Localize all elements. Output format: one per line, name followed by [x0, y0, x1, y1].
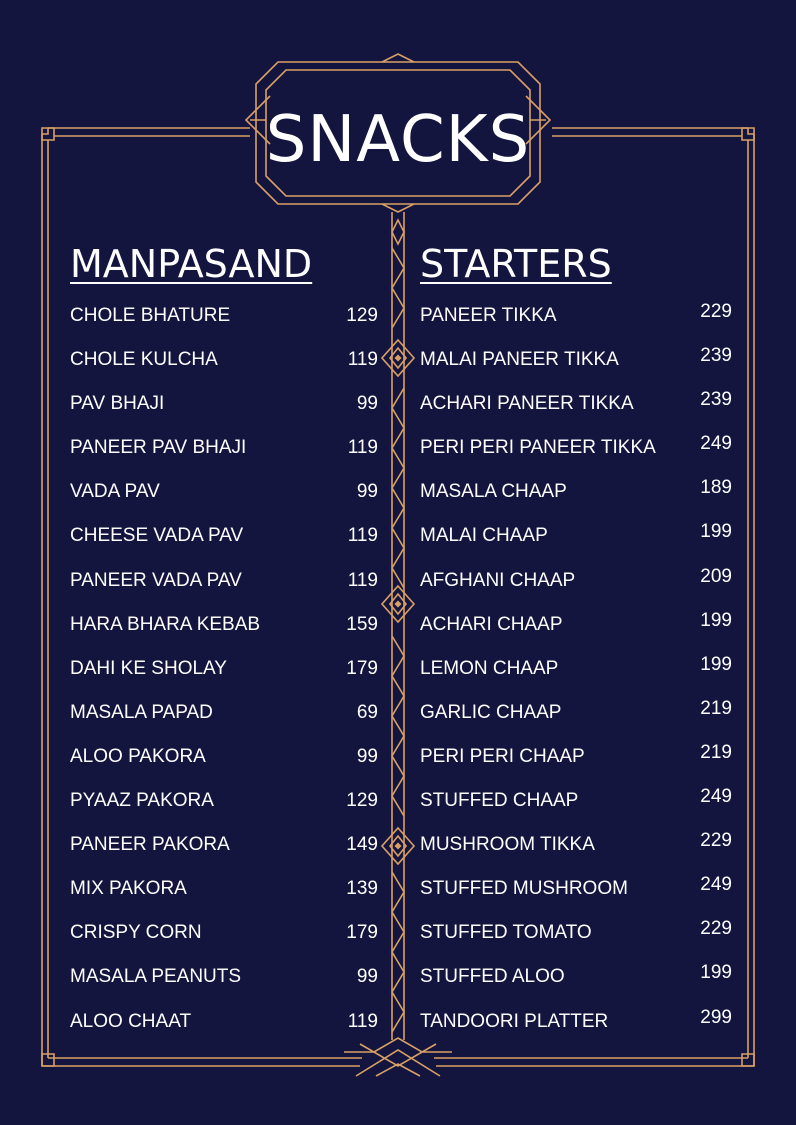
item-price: 199	[700, 962, 732, 984]
menu-item	[420, 1004, 732, 1048]
menu-item	[70, 915, 378, 959]
menu-item	[420, 827, 732, 871]
item-name: MASALA CHAAP	[420, 481, 567, 503]
menu-item	[70, 827, 378, 871]
menu-item	[420, 430, 732, 474]
item-name: GARLIC CHAAP	[420, 701, 562, 723]
menu-item	[70, 386, 378, 430]
item-name: CHEESE VADA PAV	[70, 525, 244, 547]
item-name: TANDOORI PLATTER	[420, 1010, 609, 1032]
menu-item	[70, 563, 378, 607]
menu-item	[420, 563, 732, 607]
item-price: 99	[356, 966, 378, 988]
menu-item	[420, 783, 732, 827]
menu-item	[420, 915, 732, 959]
menu-item	[70, 695, 378, 739]
menu-item	[70, 739, 378, 783]
item-price: 229	[700, 301, 732, 322]
item-price: 99	[356, 393, 378, 415]
item-name: AFGHANI CHAAP	[420, 569, 576, 591]
menu-item	[420, 871, 732, 915]
item-name: STUFFED MUSHROOM	[420, 878, 628, 900]
item-price: 219	[700, 697, 732, 719]
item-name: MASALA PEANUTS	[70, 966, 242, 988]
menu-item	[70, 651, 378, 695]
item-name: ALOO PAKORA	[70, 745, 206, 767]
item-price: 189	[700, 477, 732, 499]
item-name: PAV BHAJI	[70, 393, 165, 415]
section-heading-manpasand: MANPASAND	[70, 242, 313, 286]
menu-item	[70, 430, 378, 474]
item-price: 119	[347, 437, 378, 459]
menu-item	[420, 607, 732, 651]
item-price: 219	[700, 741, 732, 763]
item-name: DAHI KE SHOLAY	[70, 657, 227, 679]
item-price: 239	[700, 345, 732, 367]
menu-item	[420, 298, 732, 342]
item-name: ACHARI PANEER TIKKA	[420, 393, 634, 415]
item-name: MIX PAKORA	[70, 878, 187, 900]
menu-item	[420, 386, 732, 430]
menu-item	[420, 342, 732, 386]
item-price: 119	[347, 569, 378, 591]
menu-item	[420, 518, 732, 562]
item-name: PANEER VADA PAV	[70, 569, 242, 591]
menu-column-starters	[420, 298, 732, 1048]
item-price: 229	[700, 918, 732, 940]
item-price: 199	[700, 653, 732, 675]
item-price: 229	[700, 830, 732, 852]
item-price: 209	[700, 565, 732, 587]
menu-item	[70, 342, 378, 386]
item-price: 69	[356, 701, 378, 723]
item-name: HARA BHARA KEBAB	[70, 613, 261, 635]
item-name: MUSHROOM TIKKA	[420, 834, 595, 856]
menu-item	[420, 739, 732, 783]
item-name: VADA PAV	[70, 481, 160, 503]
item-price: 99	[356, 745, 378, 767]
item-name: MASALA PAPAD	[70, 701, 213, 723]
item-price: 119	[347, 349, 378, 371]
item-price: 119	[347, 1010, 378, 1032]
item-name: LEMON CHAAP	[420, 657, 559, 679]
item-name: PANEER PAV BHAJI	[70, 437, 247, 459]
item-price: 139	[346, 878, 378, 900]
menu-item	[70, 1004, 378, 1048]
item-price: 249	[700, 786, 732, 808]
item-price: 149	[346, 834, 378, 856]
item-name: CHOLE KULCHA	[70, 349, 218, 371]
menu-item	[70, 474, 378, 518]
menu-item	[70, 959, 378, 1003]
menu-item	[70, 607, 378, 651]
item-name: PANEER TIKKA	[420, 305, 557, 326]
menu-item	[420, 651, 732, 695]
item-name: PERI PERI CHAAP	[420, 745, 585, 767]
item-name: PANEER PAKORA	[70, 834, 230, 856]
item-price: 129	[346, 305, 378, 326]
item-price: 119	[347, 525, 378, 547]
menu-item	[420, 474, 732, 518]
item-price: 239	[700, 389, 732, 411]
item-name: PYAAZ PAKORA	[70, 790, 214, 812]
menu-item	[420, 695, 732, 739]
section-heading-starters: STARTERS	[420, 242, 612, 286]
item-name: MALAI PANEER TIKKA	[420, 349, 619, 371]
item-price: 129	[346, 790, 378, 812]
menu-item	[70, 783, 378, 827]
item-name: MALAI CHAAP	[420, 525, 548, 547]
item-price: 199	[700, 521, 732, 543]
item-price: 179	[346, 922, 378, 944]
item-name: ACHARI CHAAP	[420, 613, 563, 635]
menu-item	[70, 298, 378, 342]
page-title: SNACKS	[265, 103, 531, 177]
item-price: 179	[346, 657, 378, 679]
menu-column-manpasand	[70, 298, 378, 1048]
menu-item	[420, 959, 732, 1003]
item-price: 199	[700, 609, 732, 631]
item-price: 159	[346, 613, 378, 635]
menu-item	[70, 871, 378, 915]
item-price: 249	[700, 874, 732, 896]
item-name: CHOLE BHATURE	[70, 305, 231, 326]
item-name: PERI PERI PANEER TIKKA	[420, 437, 656, 459]
menu-item	[70, 518, 378, 562]
item-name: ALOO CHAAT	[70, 1010, 192, 1032]
item-name: STUFFED CHAAP	[420, 790, 579, 812]
item-price: 299	[700, 1006, 732, 1028]
item-price: 249	[700, 433, 732, 455]
item-name: STUFFED TOMATO	[420, 922, 592, 944]
item-name: STUFFED ALOO	[420, 966, 565, 988]
item-price: 99	[356, 481, 378, 503]
item-name: CRISPY CORN	[70, 922, 202, 944]
